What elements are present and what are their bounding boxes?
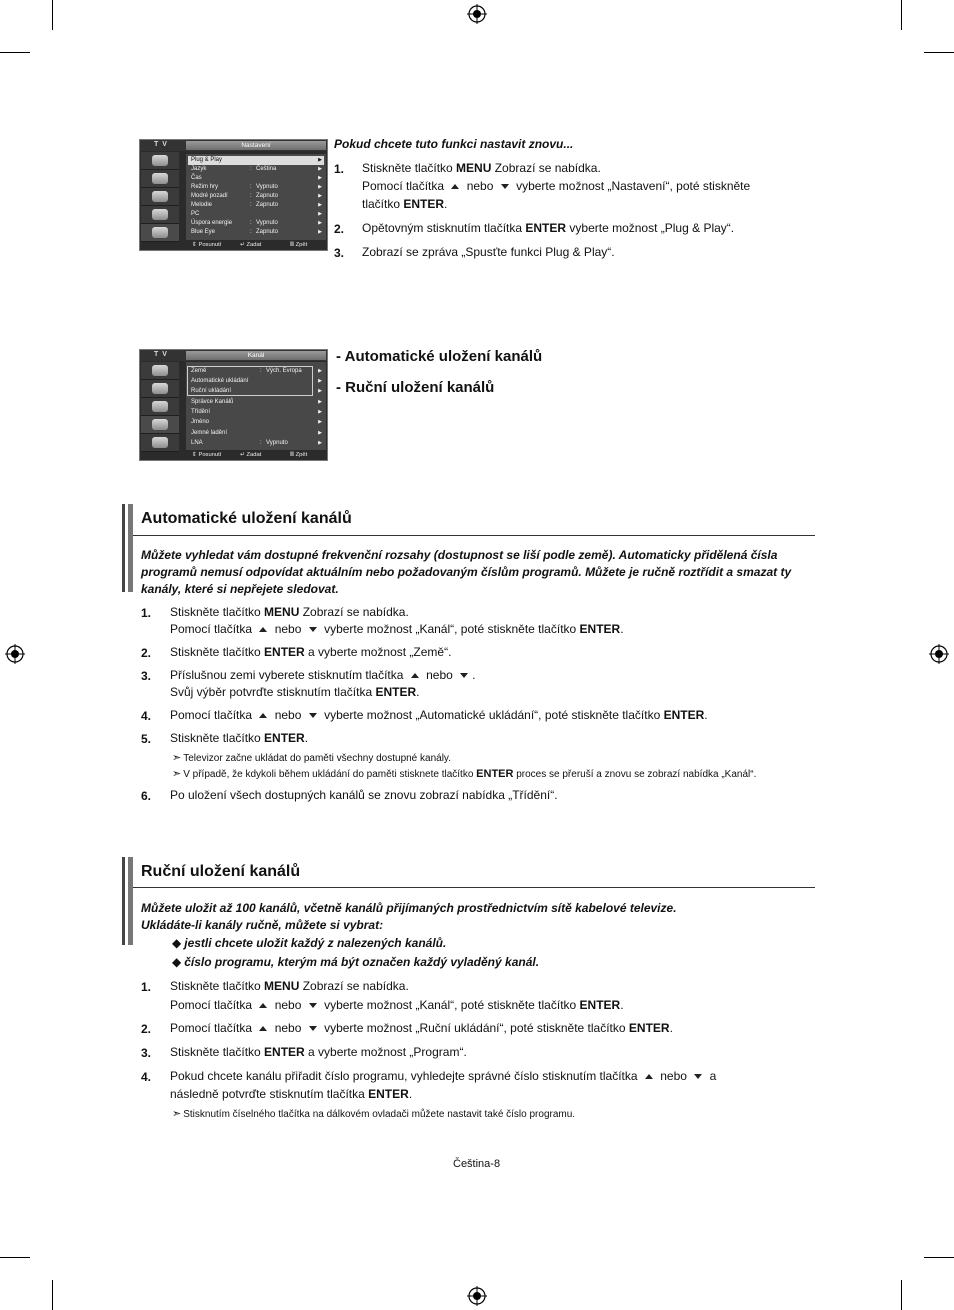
section-bar — [128, 857, 133, 945]
input-icon — [141, 224, 179, 242]
back-hint: Ⅲ Zpět — [290, 242, 308, 248]
tv-menu-row[interactable]: Jemné ladění ▶ — [191, 430, 322, 436]
intro-line: Můžete uložit až 100 kanálů, včetně kanálů přijímaných prostřednictvím sítě kabelové televize. — [141, 901, 677, 915]
tv-menu-row[interactable]: Úspora energie : Vypnuto ▶ — [191, 220, 322, 226]
tv-menu-sidebar — [141, 152, 179, 240]
section-rule — [133, 887, 815, 888]
down-arrow-icon — [460, 673, 468, 678]
tv-menu-header — [140, 140, 327, 151]
down-arrow-icon — [309, 627, 317, 632]
step-text: Po uložení všech dostupných kanálů se znovu zobrazí nabídka „Třídění“. — [170, 788, 558, 802]
step-number: 3. — [141, 1046, 152, 1060]
tv-menu-row[interactable]: Čas ▶ — [191, 175, 322, 181]
section-title-auto: Automatické uložení kanálů — [141, 510, 352, 527]
step-text: Stiskněte tlačítko MENU Zobrazí se nabídka. — [170, 605, 409, 619]
section-bar — [128, 504, 133, 592]
move-hint: ⇕ Posunutí — [192, 452, 222, 458]
tv-menu-title: Kanál — [186, 351, 326, 360]
tv-menu-row[interactable]: Jméno ▶ — [191, 419, 322, 425]
menu-item-manual-title: - Ruční uložení kanálů — [336, 379, 495, 396]
note-arrow-icon: ➣ — [172, 1108, 182, 1120]
down-arrow-icon — [309, 1026, 317, 1031]
tv-menu-row[interactable]: Třídění ▶ — [191, 409, 322, 415]
step-number: 2. — [141, 646, 152, 660]
step-text: Stiskněte tlačítko ENTER a vyberte možnost „Země“. — [170, 645, 452, 659]
crop-mark — [52, 1280, 53, 1310]
registration-mark-icon — [467, 1286, 487, 1306]
bullet-item: ◆ číslo programu, kterým má být označen každý vyladěný kanál. — [172, 955, 540, 969]
step-number: 2. — [141, 1022, 152, 1036]
up-arrow-icon — [259, 1026, 267, 1031]
up-arrow-icon — [259, 627, 267, 632]
section-bar — [122, 857, 125, 945]
input-icon — [141, 434, 179, 452]
bullet-item: ◆ jestli chcete uložit každý z nalezených kanálů. — [172, 936, 447, 950]
step-number: 2. — [334, 222, 345, 236]
move-hint: ⇕ Posunutí — [192, 242, 222, 248]
step-text: Zobrazí se zpráva „Spusťte funkci Plug & Play“. — [362, 245, 615, 259]
note-line: ➣ Stisknutím číselného tlačítka na dálkovém ovladači můžete nastavit také číslo programu. — [172, 1108, 576, 1120]
tv-menu-row[interactable]: Plug & Play ▶ — [188, 156, 324, 165]
step-number: 6. — [141, 789, 152, 803]
sound-icon — [141, 380, 179, 398]
setup-icon — [141, 416, 179, 434]
down-arrow-icon — [694, 1074, 702, 1079]
up-arrow-icon — [411, 673, 419, 678]
up-arrow-icon — [259, 713, 267, 718]
step-number: 3. — [334, 246, 345, 260]
tv-menu-sidebar — [141, 362, 179, 450]
tv-menu-title: Nastavení — [186, 141, 326, 150]
step-number: 5. — [141, 732, 152, 746]
tv-menu-row[interactable]: Správce Kanálů ▶ — [191, 399, 322, 405]
menu-item-auto-title: - Automatické uložení kanálů — [336, 348, 543, 365]
tv-menu-channel — [139, 349, 328, 461]
step-text: Opětovným stisknutím tlačítka ENTER vyberte možnost „Plug & Play“. — [362, 221, 735, 235]
picture-icon — [141, 152, 179, 170]
registration-mark-icon — [929, 644, 949, 664]
step-text: Pomocí tlačítka nebo vyberte možnost „Kanál“, poté stiskněte tlačítko ENTER. — [170, 998, 624, 1012]
step-number: 1. — [334, 162, 345, 176]
step-text: Stiskněte tlačítko MENU Zobrazí se nabídka. — [170, 979, 409, 993]
tv-menu-row[interactable]: Země : Vých. Evropa ▶ — [191, 368, 322, 374]
tv-menu-header — [140, 350, 327, 361]
tv-menu-row[interactable]: Modré pozadí : Zapnuto ▶ — [191, 193, 322, 199]
intro-line: kanály, které si nepřejete sledovat. — [141, 582, 339, 596]
setup-icon — [141, 206, 179, 224]
up-arrow-icon — [259, 1003, 267, 1008]
tv-menu-row[interactable]: LNA : Vypnuto ▶ — [191, 440, 322, 446]
tv-menu-row[interactable]: Jazyk : Čeština ▶ — [191, 166, 322, 172]
section-rule — [133, 535, 815, 536]
note-line: ➣ Televizor začne ukládat do paměti všechny dostupné kanály. — [172, 752, 451, 764]
step-text: Stiskněte tlačítko MENU Zobrazí se nabídka. — [362, 161, 601, 175]
intro-line: programů nemusí odpovídat aktuálním nebo požadovaným číslům programů. Můžete je ručně roztřídit a smazat ty — [141, 565, 792, 579]
tv-menu-settings — [139, 139, 328, 251]
tv-menu-footer — [186, 451, 326, 460]
step-number: 3. — [141, 669, 152, 683]
down-arrow-icon — [501, 184, 509, 189]
sound-icon — [141, 170, 179, 188]
step-text: Pomocí tlačítka nebo vyberte možnost „Automatické ukládání“, poté stiskněte tlačítko ENTER. — [170, 708, 708, 722]
replug-heading: Pokud chcete tuto funkci nastavit znovu... — [334, 137, 574, 151]
tv-menu-row[interactable]: PC ▶ — [191, 211, 322, 217]
down-arrow-icon — [309, 1003, 317, 1008]
channel-icon — [141, 188, 179, 206]
step-number: 1. — [141, 980, 152, 994]
picture-icon — [141, 362, 179, 380]
tv-menu-panel — [186, 362, 326, 450]
step-text: následně potvrďte stisknutím tlačítka ENTER. — [170, 1087, 413, 1101]
step-text: Stiskněte tlačítko ENTER a vyberte možnost „Program“. — [170, 1045, 467, 1059]
step-text: Pomocí tlačítka nebo vyberte možnost „Ruční ukládání“, poté stiskněte tlačítko ENTER. — [170, 1021, 673, 1035]
crop-mark — [901, 1280, 902, 1310]
enter-hint: ↵ Zadat — [240, 242, 262, 248]
crop-mark — [924, 52, 954, 53]
diamond-bullet-icon: ◆ — [172, 936, 182, 950]
channel-icon — [141, 398, 179, 416]
step-number: 4. — [141, 1070, 152, 1084]
note-line: ➣ V případě, že kdykoli během ukládání do paměti stisknete tlačítko ENTER proces se přeruší a znovu se zobrazí nabídka „Kanál“. — [172, 768, 757, 780]
note-arrow-icon: ➣ — [172, 752, 182, 764]
tv-label: T V — [154, 351, 168, 358]
intro-line: Ukládáte-li kanály ručně, můžete si vybrat: — [141, 918, 384, 932]
step-text: Pokud chcete kanálu přiřadit číslo programu, vyhledejte správné číslo stisknutím tlačítka nebo a — [170, 1069, 717, 1083]
page-number: Čeština-8 — [453, 1158, 501, 1170]
step-text: Svůj výběr potvrďte stisknutím tlačítka ENTER. — [170, 685, 420, 699]
step-number: 4. — [141, 709, 152, 723]
tv-menu-row[interactable]: Blue Eye : Zapnuto ▶ — [191, 229, 322, 235]
up-arrow-icon — [645, 1074, 653, 1079]
step-text: Stiskněte tlačítko ENTER. — [170, 731, 309, 745]
diamond-bullet-icon: ◆ — [172, 955, 182, 969]
crop-mark — [901, 0, 902, 30]
back-hint: Ⅲ Zpět — [290, 452, 308, 458]
step-text: tlačítko ENTER. — [362, 197, 448, 211]
tv-menu-panel — [186, 154, 326, 240]
section-title-manual: Ruční uložení kanálů — [141, 863, 301, 880]
crop-mark — [0, 1257, 30, 1258]
intro-line: Můžete vyhledat vám dostupné frekvenční rozsahy (dostupnost se liší podle země). Automaticky přidělená čísla — [141, 548, 778, 562]
tv-menu-row[interactable]: Ruční ukládání ▶ — [191, 388, 322, 394]
tv-menu-row[interactable]: Režim hry : Vypnuto ▶ — [191, 184, 322, 190]
step-text: Pomocí tlačítka nebo vyberte možnost „Nastavení“, poté stiskněte — [362, 179, 751, 193]
tv-label: T V — [154, 141, 168, 148]
crop-mark — [924, 1257, 954, 1258]
registration-mark-icon — [5, 644, 25, 664]
crop-mark — [52, 0, 53, 30]
step-number: 1. — [141, 606, 152, 620]
tv-menu-row[interactable]: Melodie : Zapnuto ▶ — [191, 202, 322, 208]
section-bar — [122, 504, 125, 592]
tv-menu-footer — [186, 241, 326, 250]
step-text: Příslušnou zemi vyberete stisknutím tlačítka nebo . — [170, 668, 476, 682]
crop-mark — [0, 52, 30, 53]
step-text: Pomocí tlačítka nebo vyberte možnost „Kanál“, poté stiskněte tlačítko ENTER. — [170, 622, 624, 636]
down-arrow-icon — [309, 713, 317, 718]
up-arrow-icon — [451, 184, 459, 189]
note-arrow-icon: ➣ — [172, 768, 182, 780]
enter-hint: ↵ Zadat — [240, 452, 262, 458]
tv-menu-row[interactable]: Automatické ukládání ▶ — [191, 378, 322, 384]
registration-mark-icon — [467, 4, 487, 24]
